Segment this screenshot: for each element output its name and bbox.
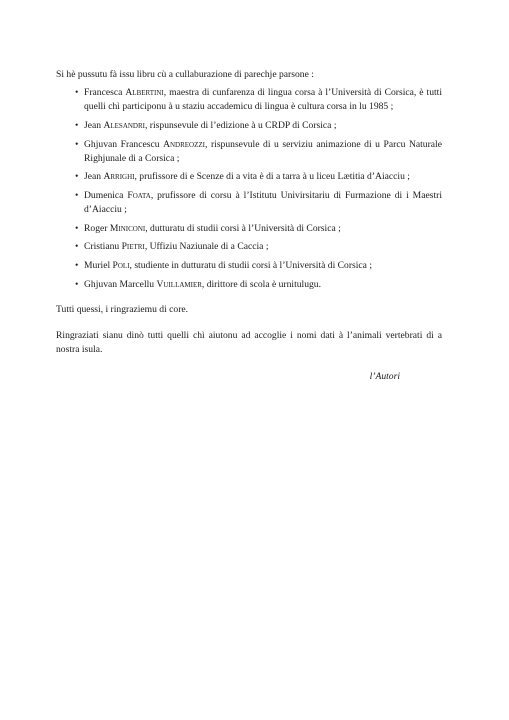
thanks-text: Tutti quessi, i ringraziemu di core. (56, 303, 189, 315)
intro-text: Si hè pussutu fà issu libru cù a cullaburazione di parechje parsone : (56, 69, 314, 80)
thanks-text-2: Ringraziati sianu dinò tutti quelli chì aiutonu ad accoglie i nomi dati à l’animali vertebrati di a nostra isula. (56, 329, 442, 356)
list-item: • Roger Miniconi, dutturatu di studii corsi à l’Università di Corsica ; (84, 222, 442, 236)
list-item: • Ghjuvan Marcellu Vuillamier, dirittore di scola è urnitulugu. (84, 278, 442, 292)
list-item: • Cristianu Pietri, Uffiziu Naziunale di a Caccia ; (84, 240, 442, 254)
list-item: • Jean Arrighi, prufissore di e Scenze di a vita è di a tarra à u liceu Lætitia d’Aiacciu ; (84, 170, 442, 184)
list-item: • Dumenica Foata, prufissore di corsu à l’Istitutu Univirsitariu di Furmazione di i Maestri d’Aiacciu ; (84, 189, 442, 217)
contributors-list (56, 86, 442, 292)
list-item: • Muriel Poli, studiente in dutturatu di studii corsi à l’Università di Corsica ; (84, 259, 442, 273)
signature: l’Autori (369, 371, 400, 383)
list-item: • Ghjuvan Francescu Andreozzi, rispunsevule di u serviziu animazione di u Parcu Naturale Righjunale di a Corsica ; (84, 138, 442, 166)
list-item: • Jean Alesandri, rispunsevule di l’edizione à u CRDP di Corsica ; (84, 119, 442, 133)
acknowledgements (56, 68, 442, 385)
list-item: • Francesca Albertini, maestra di cunfarenza di lingua corsa à l’Università di Corsica, è tutti quelli chì participonu à u staziu accademicu di lingua è cultura corsa in lu 1985 ; (84, 86, 442, 114)
